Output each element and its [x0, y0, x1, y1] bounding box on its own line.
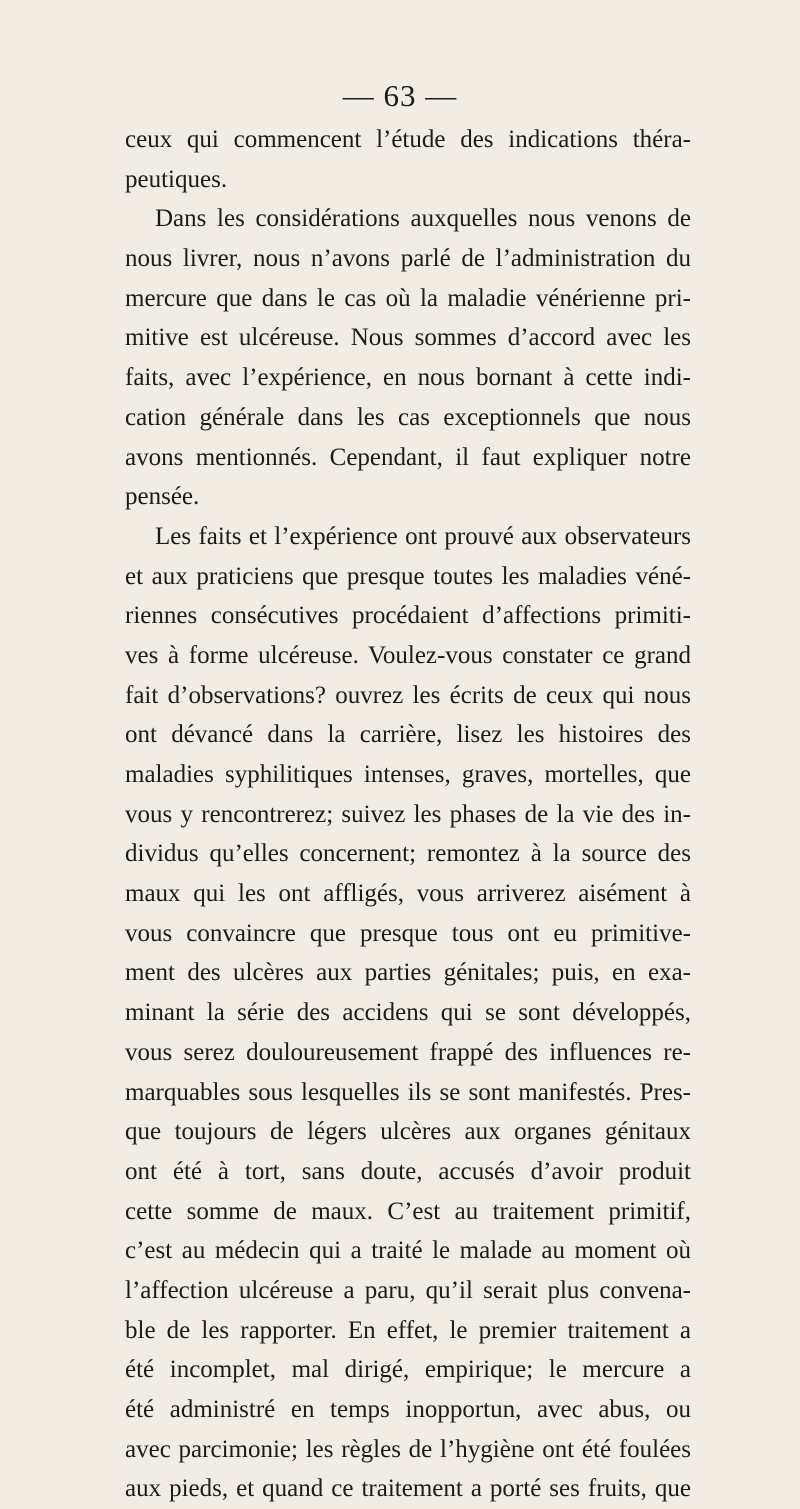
text-line: vous convaincre que presque tous ont eu primitive- — [125, 919, 691, 947]
text-line: Les faits et l’expérience ont prouvé aux observateurs — [155, 522, 691, 550]
text-line: avec parcimonie; les règles de l’hygiène ont été foulées — [125, 1435, 691, 1463]
text-line: ble de les rapporter. En effet, le premier traitement a — [125, 1316, 691, 1344]
text-line: été incomplet, mal dirigé, empirique; le mercure a — [125, 1356, 691, 1384]
text-line: vous y rencontrerez; suivez les phases de la vie des in- — [125, 800, 691, 828]
text-line: l’affection ulcéreuse a paru, qu’il serait plus convena- — [125, 1276, 691, 1304]
text-line: mitive est ulcéreuse. Nous sommes d’accord avec les — [125, 324, 691, 352]
text-line: minant la série des accidens qui se sont développés, — [125, 999, 691, 1027]
body-text — [125, 120, 691, 1509]
text-line: pensée. — [125, 483, 200, 511]
text-line: faits, avec l’expérience, en nous bornant à cette indi- — [125, 364, 691, 392]
text-line: Dans les considérations auxquelles nous venons de — [155, 205, 691, 233]
text-line: maladies syphilitiques intenses, graves, mortelles, que — [125, 761, 691, 788]
text-line: que toujours de légers ulcères aux organes génitaux — [125, 1118, 691, 1146]
text-line: ceux qui commencent l’étude des indications théra- — [125, 126, 691, 153]
text-line: été administré en temps inopportun, avec abus, ou — [125, 1396, 691, 1423]
text-line: ves à forme ulcéreuse. Voulez-vous constater ce grand — [125, 641, 691, 669]
text-line: avons mentionnés. Cependant, il faut expliquer notre — [125, 443, 691, 471]
text-line: marquables sous lesquelles ils se sont manifestés. Pres- — [125, 1078, 691, 1106]
text-line: ment des ulcères aux parties génitales; puis, en exa- — [125, 959, 691, 987]
text-line: ont été à tort, sans doute, accusés d’avoir produit — [125, 1157, 691, 1185]
text-line: riennes consécutives procédaient d’affections primiti- — [125, 602, 691, 630]
text-line: mercure que dans le cas où la maladie vénérienne pri- — [125, 284, 691, 312]
text-line: ont dévancé dans la carrière, lisez les histoires des — [125, 721, 691, 749]
text-line: et aux praticiens que presque toutes les maladies véné- — [125, 562, 691, 590]
text-line: maux qui les ont affligés, vous arriverez aisément à — [125, 880, 691, 908]
text-line: cette somme de maux. C’est au traitement primitif, — [125, 1197, 691, 1225]
page-number: — 63 — — [342, 78, 458, 113]
text-line: dividus qu’elles concernent; remontez à la source des — [125, 840, 691, 868]
text-line: nous livrer, nous n’avons parlé de l’administration du — [125, 245, 691, 273]
text-line: cation générale dans les cas exceptionnels que nous — [125, 403, 691, 431]
text-line: vous serez douloureusement frappé des influences re- — [125, 1038, 691, 1066]
text-line: aux pieds, et quand ce traitement a porté ses fruits, que — [125, 1475, 691, 1503]
text-line: peutiques. — [125, 165, 228, 193]
text-line: c’est au médecin qui a traité le malade au moment où — [125, 1237, 691, 1265]
text-line: fait d’observations? ouvrez les écrits de ceux qui nous — [125, 681, 691, 709]
